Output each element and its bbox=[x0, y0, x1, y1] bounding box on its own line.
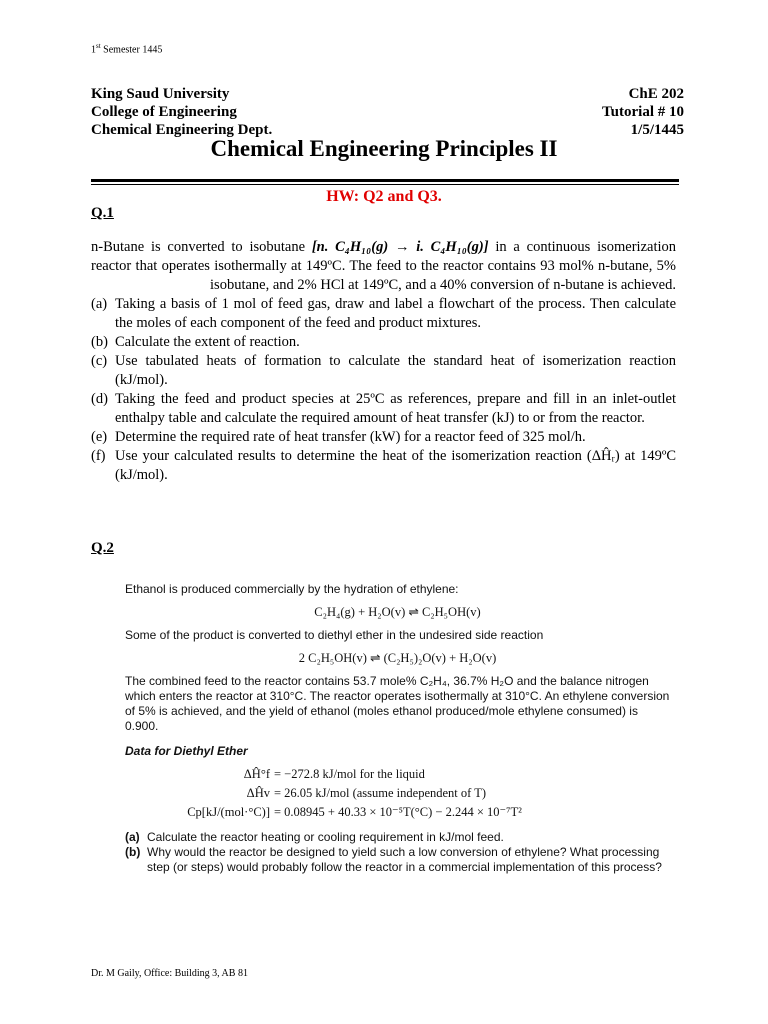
isomerization-reaction: [n. C₄H₁₀(g) → i. C₄H₁₀(g)] bbox=[311, 239, 489, 255]
page-title: Chemical Engineering Principles II bbox=[210, 136, 558, 161]
divider-thin bbox=[91, 184, 679, 185]
date: 1/5/1445 bbox=[630, 122, 684, 138]
list-item: (b) Why would the reactor be designed to yield such a low conversion of ethylene? What processing step (or steps) would probably follow the reactor in a commercial implementation of this process? bbox=[125, 845, 662, 874]
question-2-parts bbox=[125, 830, 670, 875]
data-heading: Data for Diethyl Ether bbox=[125, 744, 248, 758]
footer: Dr. M Gaily, Office: Building 3, AB 81 bbox=[91, 968, 248, 979]
list-item: (e) Determine the required rate of heat transfer (kW) for a reactor feed of 325 mol/h. bbox=[91, 429, 586, 445]
college-name: College of Engineering bbox=[91, 104, 237, 120]
hydration-equation: C₂H₄(g) + H₂O(v) ⇌ C₂H₅OH(v) bbox=[314, 605, 481, 619]
list-item: (b) Calculate the extent of reaction. bbox=[91, 334, 300, 350]
question-1 bbox=[91, 238, 676, 485]
department-name: Chemical Engineering Dept. bbox=[91, 122, 273, 138]
divider bbox=[91, 179, 679, 182]
question-1-intro: n-Butane is converted to isobutane [n. C₄H₁₀(g) → i. C₄H₁₀(g)] in a continuous isomerization reactor that operates isothermally at 149ºC. The feed to the reactor contains 93 mol% n-butane, 5% isobutane, and 2% HCl at 149ºC, and a 40% conversion of n-butane is achieved. bbox=[91, 239, 676, 293]
list-item: (c) Use tabulated heats of formation to calculate the standard heat of isomerization reaction (kJ/mol). bbox=[91, 353, 676, 388]
list-item: (f) Use your calculated results to determine the heat of the isomerization reaction (ΔĤᵣ) at 149ºC (kJ/mol). bbox=[91, 448, 676, 483]
side-reaction-text: Some of the product is converted to diethyl ether in the undesired side reaction bbox=[125, 628, 544, 642]
data-row: ΔĤ°f = −272.8 kJ/mol for the liquid bbox=[243, 767, 425, 781]
question-1-heading: Q.1 bbox=[91, 205, 114, 221]
data-row: Cp[kJ/(mol·°C)] = 0.08945 + 40.33 × 10⁻⁵T(°C) − 2.244 × 10⁻⁷T² bbox=[187, 805, 522, 819]
semester-label: 1st Semester 1445 bbox=[91, 42, 163, 56]
course-code: ChE 202 bbox=[628, 86, 684, 102]
data-row: ΔĤv = 26.05 kJ/mol (assume independent of T) bbox=[246, 786, 486, 800]
list-item: (a) Calculate the reactor heating or cooling requirement in kJ/mol feed. bbox=[125, 830, 504, 844]
university-name: King Saud University bbox=[91, 86, 230, 102]
homework-note: HW: Q2 and Q3. bbox=[326, 188, 442, 205]
question-2-intro: Ethanol is produced commercially by the hydration of ethylene: bbox=[125, 582, 459, 596]
question-2-body: The combined feed to the reactor contains 53.7 mole% C₂H₄, 36.7% H₂O and the balance nitrogen which enters the reactor at 310°C. The reactor operates isothermally at 310°C. An ethylene conversion of 5% is achieved, and the yield of ethanol (moles ethanol produced/mole ethylene consumed) is 0.900. bbox=[125, 674, 670, 733]
tutorial-number: Tutorial # 10 bbox=[602, 104, 684, 120]
question-1-parts bbox=[91, 295, 676, 485]
list-item: (a) Taking a basis of 1 mol of feed gas, draw and label a flowchart of the process. Then calculate the moles of each component of the feed and product mixtures. bbox=[91, 296, 676, 331]
question-2-excerpt bbox=[125, 582, 670, 875]
institution-block bbox=[91, 85, 272, 139]
side-reaction-equation: 2 C₂H₅OH(v) ⇌ (C₂H₅)₂O(v) + H₂O(v) bbox=[298, 651, 497, 665]
course-block bbox=[602, 85, 684, 139]
question-2-heading: Q.2 bbox=[91, 540, 114, 556]
list-item: (d) Taking the feed and product species at 25ºC as references, prepare and fill in an inlet-outlet enthalpy table and calculate the required amount of heat transfer (kJ) to or from the reactor. bbox=[91, 391, 676, 426]
